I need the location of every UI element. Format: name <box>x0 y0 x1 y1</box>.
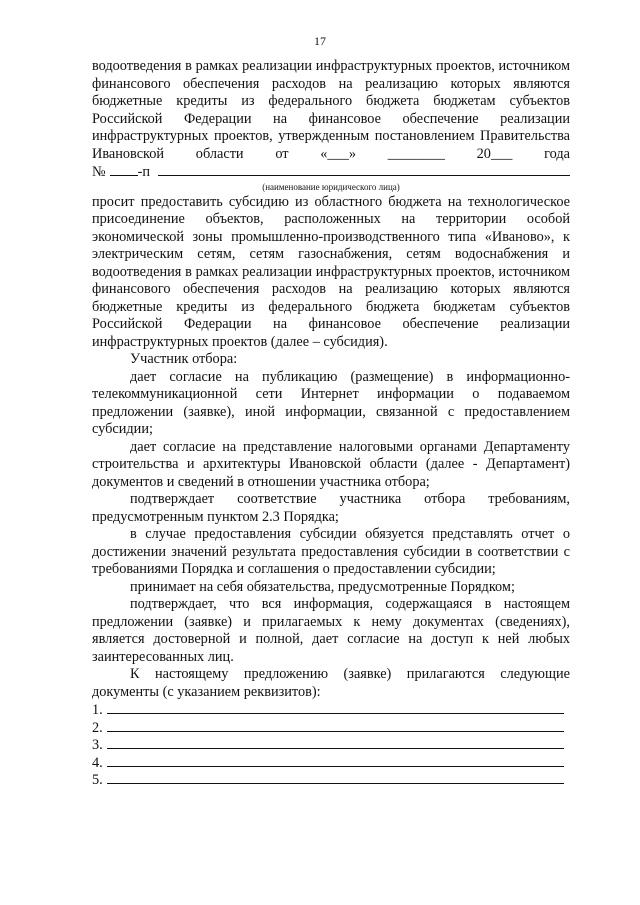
attachment-line[interactable]: 1. <box>92 701 564 719</box>
number-sign: № <box>92 164 106 180</box>
paragraph-consent-tax: дает согласие на представление налоговыми органами Департаменту строительства и архитектуры Ивановской области (далее - Департамент) документов и сведений в отношении участника отбора; <box>92 438 570 490</box>
attachment-blank <box>107 736 564 749</box>
paragraph-request: просит предоставить субсидию из областного бюджета на технологическое присоединение объектов, расположенных на территории особой экономической зоны промышленно-производственного типа «Иваново», к электрическим сетям, сетям газоснабжения, сетям водоснабжения и водоотведения в рамках реализации инфраструктурных проектов, источником финансового обеспечения расходов на реализацию которых являются бюджетные кредиты из федерального бюджета бюджетам субъектов Российской Федерации на финансовое обеспечение реализации инфраструктурных проектов (далее – субсидия). <box>92 193 570 350</box>
paragraph-confirm-accuracy: подтверждает, что вся информация, содержащаяся в настоящем предложении (заявке) и прилагаемых к нему документах (сведениях), является достоверной и полной, дает согласие на доступ к ней любых заинтересованных лиц. <box>92 596 570 665</box>
paragraph-attachments: К настоящему предложению (заявке) прилагаются следующие документы (с указанием реквизитов): <box>92 666 570 700</box>
attachment-list <box>92 701 564 789</box>
page-number: 17 <box>314 34 326 48</box>
attachment-line[interactable]: 4. <box>92 754 564 772</box>
attachment-blank <box>107 771 564 784</box>
attachment-line[interactable]: 3. <box>92 736 564 754</box>
number-line <box>92 163 570 182</box>
attachment-line[interactable]: 5. <box>92 771 564 789</box>
paragraph-confirm-compliance: подтверждает соответствие участника отбора требованиям, предусмотренным пунктом 2.3 Порядка; <box>92 491 570 525</box>
attachment-blank <box>107 754 564 767</box>
document-body <box>92 58 570 789</box>
caption-legal-name: (наименование юридического лица) <box>262 181 400 192</box>
paragraph-report-obligation: в случае предоставления субсидии обязуется представлять отчет о достижении значений результата предоставления субсидии в соответствии с требованиями Порядка и соглашения о предоставлении субсидии; <box>92 526 570 577</box>
number-suffix: -п <box>137 164 151 180</box>
paragraph-obligations: принимает на себя обязательства, предусмотренные Порядком; <box>130 578 515 595</box>
paragraph-consent-publication: дает согласие на публикацию (размещение) в информационно-телекоммуникационной сети Интернет информации о подаваемом предложении (заявке), иной информации, связанной с предоставлением субсидии; <box>92 368 570 437</box>
legal-name-blank <box>158 163 570 176</box>
attachment-blank <box>107 701 564 714</box>
attachment-blank <box>107 719 564 732</box>
paragraph-participant: Участник отбора: <box>130 351 238 367</box>
paragraph-intro: водоотведения в рамках реализации инфраструктурных проектов, источником финансового обеспечения расходов на реализацию которых являются бюджетные кредиты из федерального бюджета бюджетам субъектов Российской Федерации на финансовое обеспечение реализации инфраструктурных проектов, утвержденным постановлением Правительства Ивановской области от «___» ________ 20___ года <box>92 58 570 162</box>
number-blank <box>110 163 138 176</box>
attachment-line[interactable]: 2. <box>92 719 564 737</box>
